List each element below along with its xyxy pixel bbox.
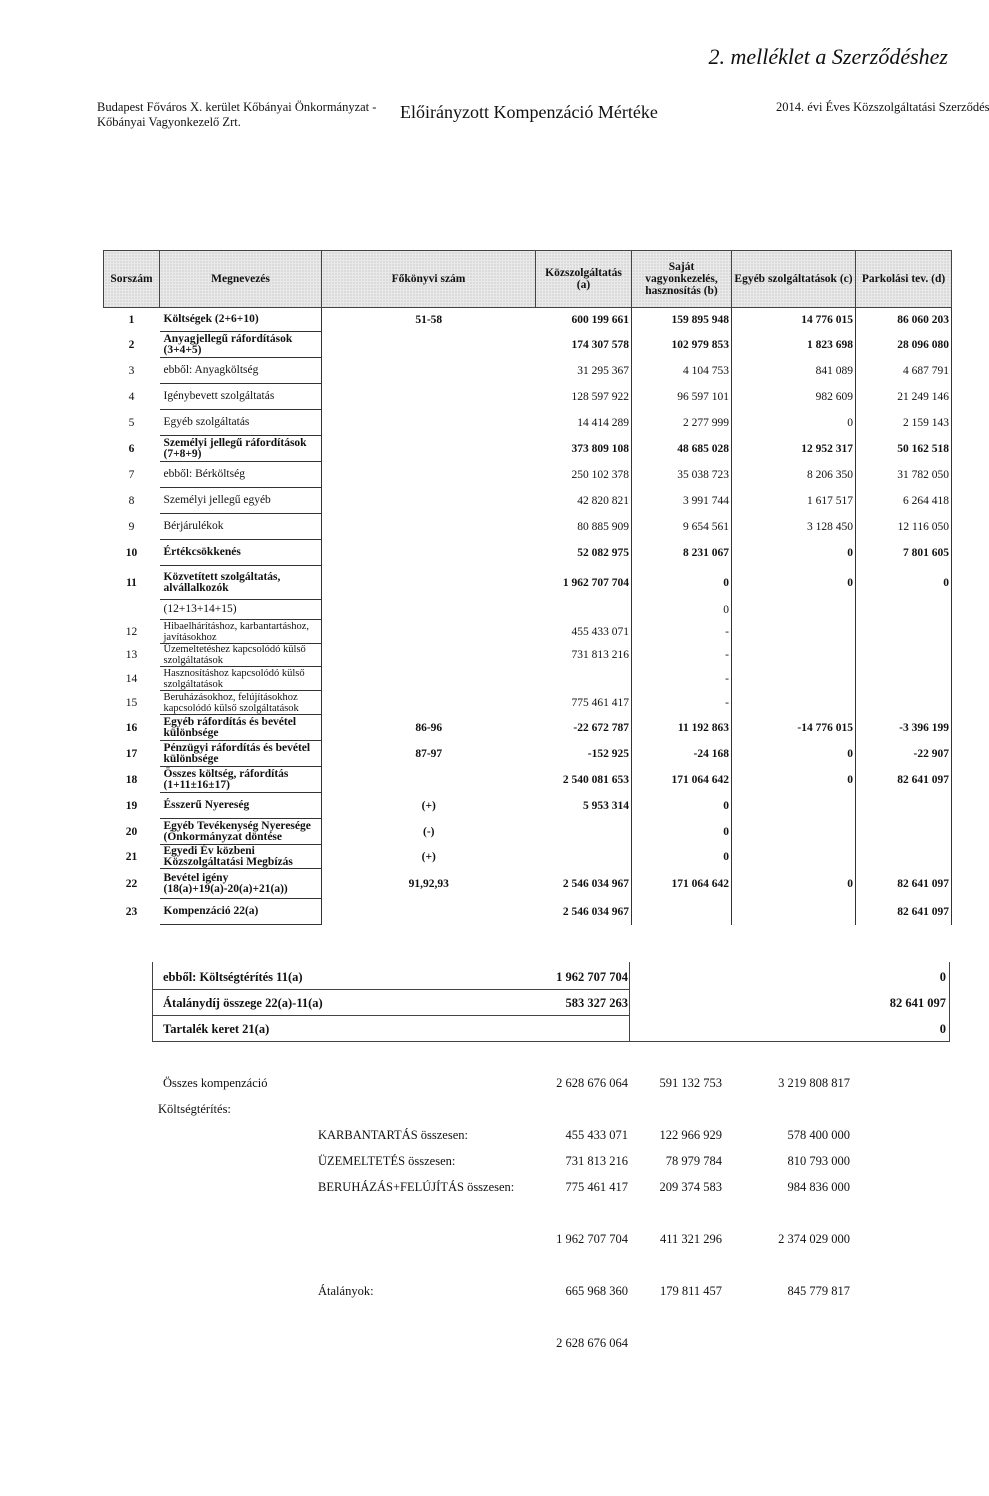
row-number: 15 (125, 696, 138, 709)
cell-value: 0 (732, 566, 856, 600)
cell-value: 2 540 081 653 (536, 767, 632, 793)
row-label: Személyi jellegű egyéb (160, 488, 322, 514)
cell-value (536, 819, 632, 845)
table-row (104, 540, 952, 566)
cell-value: 455 433 071 (536, 620, 632, 644)
cell-value (856, 620, 952, 644)
ledger-account (322, 644, 536, 667)
table-row (104, 644, 952, 667)
cell-value (536, 667, 632, 691)
row-label: Pénzügyi ráfordítás és bevétel különbsége (160, 741, 322, 767)
cell-value (536, 600, 632, 620)
issuer-line: Kőbányai Vagyonkezelő Zrt. (97, 115, 241, 129)
total-value: 810 793 000 (787, 1154, 850, 1168)
cell-value: 1 823 698 (732, 332, 856, 358)
row-label: Közvetített szolgáltatás, alvállalkozók (160, 566, 322, 600)
column-header: Főkönyvi szám (322, 251, 536, 308)
column-header: Egyéb szolgáltatások (c) (732, 251, 856, 308)
cell-value (732, 667, 856, 691)
ledger-account: (+) (421, 799, 436, 812)
cell-value (856, 644, 952, 667)
row-label: Beruházásokhoz, felújításokhoz kapcsolódó külső szolgáltatások (160, 691, 322, 715)
contract-reference: 2014. évi Éves Közszolgáltatási Szerződés (776, 100, 989, 114)
row-number: 21 (125, 850, 138, 863)
table-row (104, 384, 952, 410)
ledger-account (322, 358, 536, 384)
table-row (104, 410, 952, 436)
total-label: Költségtérítés: (158, 1102, 231, 1116)
summary-value: 1 962 707 704 (556, 970, 628, 984)
row-label: ebből: Anyagköltség (160, 358, 322, 384)
row-label: Költségek (2+6+10) (160, 308, 322, 332)
divider (152, 988, 630, 990)
cell-value: 0 (632, 793, 732, 819)
ledger-account: 87-97 (415, 747, 443, 760)
ledger-account (322, 384, 536, 410)
ledger-account (322, 514, 536, 540)
total-value: 411 321 296 (659, 1232, 722, 1246)
cell-value: 82 641 097 (856, 767, 952, 793)
row-number: 7 (128, 468, 135, 481)
column-header: Saját vagyonkezelés, hasznosítás (b) (632, 251, 732, 308)
cell-value: 14 776 015 (732, 308, 856, 332)
row-number: 1 (128, 313, 135, 326)
ledger-account (322, 691, 536, 715)
row-label: (12+13+14+15) (160, 600, 322, 620)
table-row (104, 566, 952, 600)
table-row (104, 600, 952, 620)
ledger-account (322, 620, 536, 644)
row-label: Hasznosításhoz kapcsolódó külső szolgáltatások (160, 667, 322, 691)
table-row (104, 899, 952, 925)
ledger-account (322, 566, 536, 600)
cell-value: 171 064 642 (632, 767, 732, 793)
cell-value: 2 546 034 967 (536, 899, 632, 925)
cell-value: 0 (732, 741, 856, 767)
table-row (104, 845, 952, 869)
row-label: Összes költség, ráfordítás (1+11±16±17) (160, 767, 322, 793)
table-header-row (104, 251, 952, 308)
cell-value: 0 (632, 819, 732, 845)
cell-value: 52 082 975 (536, 540, 632, 566)
cell-value: - (632, 644, 732, 667)
cell-value: 8 231 067 (632, 540, 732, 566)
cell-value (632, 899, 732, 925)
cell-value: 0 (632, 600, 732, 620)
total-value: 591 132 753 (659, 1076, 722, 1090)
cell-value (732, 793, 856, 819)
cell-value: 3 128 450 (732, 514, 856, 540)
row-number: 10 (125, 546, 138, 559)
cell-value (856, 691, 952, 715)
table-row (104, 691, 952, 715)
cell-value (732, 620, 856, 644)
cell-value: 2 277 999 (632, 410, 732, 436)
ledger-account (322, 462, 536, 488)
cell-value: 731 813 216 (536, 644, 632, 667)
cell-value (536, 845, 632, 869)
summary-value: 583 327 263 (565, 996, 628, 1010)
cell-value: - (632, 620, 732, 644)
table-row (104, 620, 952, 644)
cell-value: -3 396 199 (856, 715, 952, 741)
issuer-line: Budapest Főváros X. kerület Kőbányai Önkormányzat - (97, 100, 377, 114)
row-number: 11 (126, 576, 137, 589)
table-row (104, 819, 952, 845)
cell-value: 80 885 909 (536, 514, 632, 540)
cell-value: 82 641 097 (856, 869, 952, 899)
cell-value (732, 899, 856, 925)
cell-value: 0 (732, 869, 856, 899)
divider (152, 962, 153, 1041)
total-label: Összes kompenzáció (163, 1076, 268, 1090)
cell-value: 35 038 723 (632, 462, 732, 488)
cell-value: 174 307 578 (536, 332, 632, 358)
total-value: 984 836 000 (787, 1180, 850, 1194)
cell-value: 841 089 (732, 358, 856, 384)
row-number: 17 (125, 747, 138, 760)
compensation-table (103, 250, 952, 925)
cell-value: -14 776 015 (732, 715, 856, 741)
ledger-account (322, 436, 536, 462)
cell-value (856, 819, 952, 845)
cell-value: 775 461 417 (536, 691, 632, 715)
row-number: 5 (128, 416, 135, 429)
divider (629, 962, 630, 1041)
row-label: Hibaelhárításhoz, karbantartáshoz, javításokhoz (160, 620, 322, 644)
row-label: Egyéb ráfordítás és bevétel különbsége (160, 715, 322, 741)
cell-value: 0 (732, 540, 856, 566)
cell-value: 0 (632, 566, 732, 600)
cell-value: 12 952 317 (732, 436, 856, 462)
cell-value: -24 168 (632, 741, 732, 767)
cell-value: 1 962 707 704 (536, 566, 632, 600)
ledger-account (322, 667, 536, 691)
row-label: Egyéb Tevékenység Nyeresége (Önkormányzat döntése (160, 819, 322, 845)
cell-value: 600 199 661 (536, 308, 632, 332)
table-row (104, 514, 952, 540)
total-value: 2 628 676 064 (556, 1076, 628, 1090)
row-label: Értékcsökkenés (160, 540, 322, 566)
cell-value: -22 907 (856, 741, 952, 767)
total-label: KARBANTARTÁS összesen: (318, 1128, 468, 1142)
cell-value (856, 667, 952, 691)
row-number: 13 (125, 649, 138, 661)
total-value: 3 219 808 817 (778, 1076, 850, 1090)
cell-value: 0 (856, 566, 952, 600)
column-header: Közszolgáltatás (a) (536, 251, 632, 308)
table-row (104, 715, 952, 741)
row-number: 19 (125, 799, 138, 812)
total-label: Átalányok: (318, 1284, 374, 1298)
ledger-account: (+) (421, 850, 436, 863)
row-label: Személyi jellegű ráfordítások (7+8+9) (160, 436, 322, 462)
total-value: 78 979 784 (665, 1154, 722, 1168)
row-label: Igénybevett szolgáltatás (160, 384, 322, 410)
cell-value: 7 801 605 (856, 540, 952, 566)
row-number: 6 (128, 442, 135, 455)
row-number: 22 (125, 877, 138, 890)
row-number: 20 (125, 825, 138, 838)
divider (152, 1014, 630, 1016)
cell-value (732, 819, 856, 845)
cell-value: 250 102 378 (536, 462, 632, 488)
table-row (104, 869, 952, 899)
summary-label: Átalánydíj összege 22(a)-11(a) (163, 996, 323, 1010)
row-number: 9 (128, 520, 135, 533)
total-value: 665 968 360 (565, 1284, 628, 1298)
cell-value (856, 845, 952, 869)
cell-value: 128 597 922 (536, 384, 632, 410)
total-value: 1 962 707 704 (556, 1232, 628, 1246)
cell-value: 21 249 146 (856, 384, 952, 410)
row-label: Bérjárulékok (160, 514, 322, 540)
total-value: 455 433 071 (565, 1128, 628, 1142)
total-label: ÜZEMELTETÉS összesen: (318, 1154, 456, 1168)
total-value: 2 374 029 000 (778, 1232, 850, 1246)
cell-value (732, 691, 856, 715)
row-number: 12 (125, 625, 138, 638)
summary-label: Tartalék keret 21(a) (163, 1022, 270, 1036)
cell-value: 31 782 050 (856, 462, 952, 488)
cell-value: 31 295 367 (536, 358, 632, 384)
table-row (104, 793, 952, 819)
total-value: 775 461 417 (565, 1180, 628, 1194)
cell-value: 42 820 821 (536, 488, 632, 514)
cell-value (732, 845, 856, 869)
cell-value: 82 641 097 (856, 899, 952, 925)
summary-value: 0 (939, 970, 946, 984)
summary-label: ebből: Költségtérítés 11(a) (163, 970, 303, 984)
cell-value: 50 162 518 (856, 436, 952, 462)
ledger-account (322, 410, 536, 436)
column-header: Sorszám (104, 251, 160, 308)
cell-value: 1 617 517 (732, 488, 856, 514)
ledger-account: 86-96 (415, 721, 443, 734)
total-label: BERUHÁZÁS+FELÚJÍTÁS összesen: (318, 1180, 515, 1194)
row-label: Kompenzáció 22(a) (160, 899, 322, 925)
row-label: Üzemeltetéshez kapcsolódó külső szolgáltatások (160, 644, 322, 667)
ledger-account (322, 488, 536, 514)
cell-value: 2 159 143 (856, 410, 952, 436)
row-label: Bevétel igény (18(a)+19(a)-20(a)+21(a)) (160, 869, 322, 899)
cell-value: 14 414 289 (536, 410, 632, 436)
cell-value: 12 116 050 (856, 514, 952, 540)
row-number (104, 600, 160, 620)
cell-value: 0 (732, 410, 856, 436)
divider (152, 1040, 950, 1042)
table-row (104, 436, 952, 462)
table-row (104, 767, 952, 793)
ledger-account: (-) (423, 825, 435, 838)
cell-value: 982 609 (732, 384, 856, 410)
row-label: Egyedi Év közbeni Közszolgáltatási Megbízás (160, 845, 322, 869)
cell-value: 86 060 203 (856, 308, 952, 332)
ledger-account: 91,92,93 (408, 877, 449, 890)
row-number: 14 (125, 672, 138, 685)
total-value: 122 966 929 (659, 1128, 722, 1142)
table-row (104, 332, 952, 358)
cell-value: -22 672 787 (536, 715, 632, 741)
cell-value (732, 600, 856, 620)
issuer-block (97, 100, 376, 130)
cell-value: - (632, 667, 732, 691)
annex-title: 2. melléklet a Szerződéshez (708, 44, 948, 69)
row-label: Egyéb szolgáltatás (160, 410, 322, 436)
ledger-account (322, 332, 536, 358)
total-value: 578 400 000 (787, 1128, 850, 1142)
row-number: 8 (128, 494, 135, 507)
cell-value: 9 654 561 (632, 514, 732, 540)
cell-value: 8 206 350 (732, 462, 856, 488)
cell-value: -152 925 (536, 741, 632, 767)
total-value: 209 374 583 (659, 1180, 722, 1194)
row-number: 4 (128, 390, 135, 403)
column-header: Parkolási tev. (d) (856, 251, 952, 308)
ledger-account (322, 899, 536, 925)
cell-value: 102 979 853 (632, 332, 732, 358)
row-number: 2 (128, 338, 135, 351)
row-number: 16 (125, 721, 138, 734)
cell-value (732, 644, 856, 667)
grand-total-value: 2 628 676 064 (556, 1336, 628, 1350)
divider (949, 962, 950, 1041)
table-row (104, 308, 952, 332)
cell-value: 373 809 108 (536, 436, 632, 462)
cell-value (856, 793, 952, 819)
cell-value: 2 546 034 967 (536, 869, 632, 899)
cell-value: 0 (732, 767, 856, 793)
table-row (104, 358, 952, 384)
table-row (104, 667, 952, 691)
ledger-account: 51-58 (415, 313, 443, 326)
cell-value: 28 096 080 (856, 332, 952, 358)
total-value: 731 813 216 (565, 1154, 628, 1168)
cell-value: 159 895 948 (632, 308, 732, 332)
table-row (104, 462, 952, 488)
cell-value: - (632, 691, 732, 715)
ledger-account (322, 767, 536, 793)
cell-value: 171 064 642 (632, 869, 732, 899)
total-value: 845 779 817 (787, 1284, 850, 1298)
cell-value: 5 953 314 (536, 793, 632, 819)
row-label: Ésszerű Nyereség (160, 793, 322, 819)
cell-value: 11 192 863 (632, 715, 732, 741)
table-row (104, 488, 952, 514)
cell-value: 6 264 418 (856, 488, 952, 514)
cell-value: 96 597 101 (632, 384, 732, 410)
summary-value: 0 (939, 1022, 946, 1036)
summary-value: 82 641 097 (889, 996, 946, 1010)
row-number: 18 (125, 773, 138, 786)
column-header: Megnevezés (160, 251, 322, 308)
document-title: Előirányzott Kompenzáció Mértéke (400, 102, 658, 122)
row-label: ebből: Bérköltség (160, 462, 322, 488)
cell-value: 0 (632, 845, 732, 869)
cell-value: 48 685 028 (632, 436, 732, 462)
cell-value (856, 600, 952, 620)
table-row (104, 741, 952, 767)
cell-value: 4 104 753 (632, 358, 732, 384)
row-number: 23 (125, 905, 138, 918)
row-number: 3 (128, 364, 135, 377)
ledger-account (322, 540, 536, 566)
cell-value: 4 687 791 (856, 358, 952, 384)
row-label: Anyagjellegű ráfordítások (3+4+5) (160, 332, 322, 358)
total-value: 179 811 457 (659, 1284, 722, 1298)
cell-value: 3 991 744 (632, 488, 732, 514)
ledger-account (322, 600, 536, 620)
